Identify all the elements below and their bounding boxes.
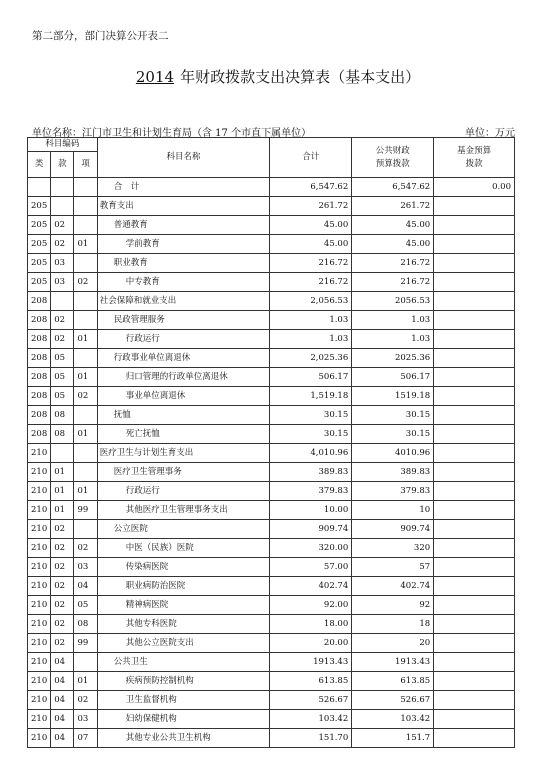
cell-kuan: 02 (51, 596, 74, 615)
cell-fund (434, 520, 515, 539)
cell-kuan: 01 (51, 501, 74, 520)
cell-lei (28, 178, 51, 197)
cell-name: 教育支出 (97, 197, 270, 216)
cell-lei: 208 (28, 349, 51, 368)
cell-fund: 0.00 (434, 178, 515, 197)
cell-total: 20.00 (270, 634, 352, 653)
cell-total: 506.17 (270, 368, 352, 387)
cell-xiang: 01 (74, 330, 97, 349)
cell-fund (434, 463, 515, 482)
cell-xiang: 01 (74, 235, 97, 254)
cell-lei: 208 (28, 368, 51, 387)
cell-public: 526.67 (352, 691, 434, 710)
cell-public: 389.83 (352, 463, 434, 482)
cell-kuan: 04 (51, 653, 74, 672)
cell-public: 613.85 (352, 672, 434, 691)
cell-public: 1913.43 (352, 653, 434, 672)
cell-name: 公立医院 (97, 520, 270, 539)
cell-kuan: 02 (51, 615, 74, 634)
cell-name: 抚恤 (97, 406, 270, 425)
cell-xiang: 07 (74, 729, 97, 748)
cell-fund (434, 596, 515, 615)
cell-public: 1.03 (352, 311, 434, 330)
cell-lei: 205 (28, 254, 51, 273)
cell-lei: 208 (28, 330, 51, 349)
cell-total: 4,010.96 (270, 444, 352, 463)
col-kuan: 款 (51, 152, 74, 178)
cell-kuan: 02 (51, 520, 74, 539)
cell-kuan: 08 (51, 425, 74, 444)
table-row (28, 577, 515, 596)
cell-fund (434, 330, 515, 349)
cell-total: 1,519.18 (270, 387, 352, 406)
table-row (28, 444, 515, 463)
cell-public: 1.03 (352, 330, 434, 349)
cell-fund (434, 273, 515, 292)
cell-kuan: 04 (51, 691, 74, 710)
cell-total: 10.00 (270, 501, 352, 520)
cell-xiang (74, 463, 97, 482)
cell-fund (434, 615, 515, 634)
cell-fund (434, 577, 515, 596)
cell-fund (434, 349, 515, 368)
table-row (28, 501, 515, 520)
cell-lei: 205 (28, 235, 51, 254)
cell-xiang (74, 292, 97, 311)
cell-xiang (74, 520, 97, 539)
col-total: 合计 (270, 138, 352, 178)
cell-public: 45.00 (352, 235, 434, 254)
cell-name: 卫生监督机构 (97, 691, 270, 710)
cell-total: 320.00 (270, 539, 352, 558)
cell-total: 379.83 (270, 482, 352, 501)
cell-name: 学前教育 (97, 235, 270, 254)
cell-fund (434, 425, 515, 444)
table-row (28, 330, 515, 349)
cell-fund (434, 710, 515, 729)
cell-name: 职业教育 (97, 254, 270, 273)
cell-lei: 210 (28, 615, 51, 634)
cell-lei: 210 (28, 672, 51, 691)
cell-kuan: 03 (51, 273, 74, 292)
cell-kuan: 08 (51, 406, 74, 425)
cell-xiang: 99 (74, 634, 97, 653)
table-row (28, 729, 515, 748)
cell-xiang: 01 (74, 672, 97, 691)
cell-total: 151.70 (270, 729, 352, 748)
cell-xiang: 02 (74, 691, 97, 710)
cell-public: 2056.53 (352, 292, 434, 311)
unit-name: 单位名称：江门市卫生和计划生育局（含 17 个市直下属单位） (32, 128, 312, 139)
cell-kuan: 05 (51, 368, 74, 387)
cell-public: 402.74 (352, 577, 434, 596)
cell-lei: 210 (28, 463, 51, 482)
cell-lei: 210 (28, 539, 51, 558)
col-public (352, 138, 434, 178)
cell-kuan: 01 (51, 482, 74, 501)
page-title (0, 66, 550, 87)
cell-total: 1.03 (270, 330, 352, 349)
cell-kuan (51, 178, 74, 197)
table-row (28, 425, 515, 444)
cell-total: 2,056.53 (270, 292, 352, 311)
cell-xiang (74, 216, 97, 235)
cell-public: 1519.18 (352, 387, 434, 406)
cell-xiang: 05 (74, 596, 97, 615)
cell-lei: 210 (28, 577, 51, 596)
cell-xiang (74, 254, 97, 273)
cell-xiang: 02 (74, 539, 97, 558)
col-fund-label: 基金预算 拨款 (457, 145, 492, 169)
cell-name: 医疗卫生与计划生育支出 (97, 444, 270, 463)
table-row (28, 178, 515, 197)
cell-name: 死亡抚恤 (97, 425, 270, 444)
cell-public: 261.72 (352, 197, 434, 216)
cell-total: 389.83 (270, 463, 352, 482)
cell-lei: 205 (28, 216, 51, 235)
table-row (28, 596, 515, 615)
cell-fund (434, 558, 515, 577)
cell-fund (434, 691, 515, 710)
cell-lei: 208 (28, 387, 51, 406)
cell-public: 10 (352, 501, 434, 520)
cell-lei: 208 (28, 311, 51, 330)
col-code-group: 科目编码 (28, 138, 98, 152)
cell-kuan: 02 (51, 539, 74, 558)
cell-kuan: 05 (51, 387, 74, 406)
cell-name: 合 计 (97, 178, 270, 197)
cell-total: 216.72 (270, 254, 352, 273)
title-text: 年财政拨款支出决算表（基本支出） (180, 68, 421, 86)
cell-lei: 208 (28, 406, 51, 425)
title-year: 2014 (135, 68, 175, 86)
cell-kuan: 02 (51, 216, 74, 235)
cell-public: 30.15 (352, 406, 434, 425)
cell-lei: 205 (28, 273, 51, 292)
cell-public: 6,547.62 (352, 178, 434, 197)
cell-total: 103.42 (270, 710, 352, 729)
cell-name: 普通教育 (97, 216, 270, 235)
table-row (28, 292, 515, 311)
cell-kuan (51, 444, 74, 463)
cell-fund (434, 539, 515, 558)
cell-lei: 210 (28, 482, 51, 501)
cell-total: 909.74 (270, 520, 352, 539)
cell-lei: 208 (28, 292, 51, 311)
table-row (28, 235, 515, 254)
cell-kuan: 04 (51, 672, 74, 691)
cell-lei: 210 (28, 520, 51, 539)
cell-fund (434, 197, 515, 216)
cell-fund (434, 482, 515, 501)
cell-total: 261.72 (270, 197, 352, 216)
cell-kuan: 04 (51, 710, 74, 729)
cell-kuan: 02 (51, 311, 74, 330)
table-row (28, 615, 515, 634)
cell-fund (434, 444, 515, 463)
cell-name: 其他专业公共卫生机构 (97, 729, 270, 748)
cell-name: 其他公立医院支出 (97, 634, 270, 653)
cell-name: 事业单位离退休 (97, 387, 270, 406)
cell-public: 92 (352, 596, 434, 615)
cell-kuan: 02 (51, 330, 74, 349)
table-row (28, 710, 515, 729)
cell-xiang: 04 (74, 577, 97, 596)
cell-name: 其他医疗卫生管理事务支出 (97, 501, 270, 520)
cell-name: 医疗卫生管理事务 (97, 463, 270, 482)
cell-public: 2025.36 (352, 349, 434, 368)
cell-name: 行政运行 (97, 482, 270, 501)
cell-name: 中专教育 (97, 273, 270, 292)
cell-kuan: 04 (51, 729, 74, 748)
cell-public: 216.72 (352, 273, 434, 292)
cell-lei: 210 (28, 691, 51, 710)
cell-xiang: 08 (74, 615, 97, 634)
cell-xiang: 03 (74, 558, 97, 577)
cell-total: 30.15 (270, 425, 352, 444)
cell-public: 151.7 (352, 729, 434, 748)
cell-total: 216.72 (270, 273, 352, 292)
cell-kuan: 02 (51, 634, 74, 653)
cell-public: 506.17 (352, 368, 434, 387)
table-row (28, 482, 515, 501)
cell-total: 402.74 (270, 577, 352, 596)
cell-fund (434, 216, 515, 235)
cell-xiang (74, 444, 97, 463)
cell-name: 民政管理服务 (97, 311, 270, 330)
cell-lei: 210 (28, 501, 51, 520)
table-row (28, 349, 515, 368)
cell-total: 2,025.36 (270, 349, 352, 368)
cell-kuan: 02 (51, 577, 74, 596)
cell-name: 社会保障和就业支出 (97, 292, 270, 311)
cell-public: 45.00 (352, 216, 434, 235)
cell-xiang (74, 178, 97, 197)
cell-xiang (74, 653, 97, 672)
col-fund (434, 138, 515, 178)
cell-total: 30.15 (270, 406, 352, 425)
cell-public: 57 (352, 558, 434, 577)
cell-fund (434, 292, 515, 311)
cell-fund (434, 311, 515, 330)
cell-name: 公共卫生 (97, 653, 270, 672)
cell-public: 18 (352, 615, 434, 634)
cell-lei: 210 (28, 653, 51, 672)
cell-total: 1.03 (270, 311, 352, 330)
cell-lei: 208 (28, 425, 51, 444)
table-row (28, 463, 515, 482)
cell-name: 传染病医院 (97, 558, 270, 577)
cell-total: 613.85 (270, 672, 352, 691)
cell-lei: 210 (28, 729, 51, 748)
cell-xiang: 01 (74, 425, 97, 444)
cell-name: 中医（民族）医院 (97, 539, 270, 558)
table-row (28, 273, 515, 292)
table-row (28, 197, 515, 216)
cell-xiang: 01 (74, 482, 97, 501)
cell-name: 职业病防治医院 (97, 577, 270, 596)
table-row (28, 254, 515, 273)
cell-fund (434, 254, 515, 273)
table-row (28, 653, 515, 672)
cell-lei: 210 (28, 558, 51, 577)
cell-total: 92.00 (270, 596, 352, 615)
cell-fund (434, 653, 515, 672)
cell-total: 18.00 (270, 615, 352, 634)
table-row (28, 634, 515, 653)
cell-name: 疾病预防控制机构 (97, 672, 270, 691)
cell-public: 216.72 (352, 254, 434, 273)
cell-fund (434, 634, 515, 653)
cell-lei: 210 (28, 710, 51, 729)
cell-kuan (51, 197, 74, 216)
cell-public: 103.42 (352, 710, 434, 729)
cell-fund (434, 387, 515, 406)
cell-lei: 210 (28, 596, 51, 615)
cell-public: 909.74 (352, 520, 434, 539)
table-row (28, 368, 515, 387)
cell-fund (434, 501, 515, 520)
cell-xiang (74, 349, 97, 368)
col-name: 科目名称 (97, 138, 270, 178)
cell-total: 45.00 (270, 235, 352, 254)
cell-lei: 210 (28, 634, 51, 653)
cell-name: 行政事业单位离退休 (97, 349, 270, 368)
cell-lei: 210 (28, 444, 51, 463)
cell-xiang: 03 (74, 710, 97, 729)
cell-fund (434, 729, 515, 748)
table-row (28, 520, 515, 539)
cell-xiang (74, 406, 97, 425)
table-body (28, 178, 515, 748)
cell-xiang: 02 (74, 273, 97, 292)
table-row (28, 672, 515, 691)
cell-public: 30.15 (352, 425, 434, 444)
cell-total: 526.67 (270, 691, 352, 710)
table-row (28, 406, 515, 425)
cell-name: 其他专科医院 (97, 615, 270, 634)
col-lei: 类 (28, 152, 51, 178)
table-row (28, 558, 515, 577)
cell-public: 4010.96 (352, 444, 434, 463)
cell-fund (434, 235, 515, 254)
cell-xiang: 02 (74, 387, 97, 406)
cell-fund (434, 368, 515, 387)
cell-total: 1913.43 (270, 653, 352, 672)
cell-public: 320 (352, 539, 434, 558)
cell-kuan: 05 (51, 349, 74, 368)
cell-lei: 205 (28, 197, 51, 216)
cell-public: 379.83 (352, 482, 434, 501)
table-row (28, 539, 515, 558)
cell-fund (434, 672, 515, 691)
unit-measure: 单位：万元 (465, 128, 515, 139)
cell-fund (434, 406, 515, 425)
cell-xiang (74, 311, 97, 330)
cell-kuan: 03 (51, 254, 74, 273)
cell-public: 20 (352, 634, 434, 653)
col-xiang: 项 (74, 152, 97, 178)
cell-xiang (74, 197, 97, 216)
cell-name: 精神病医院 (97, 596, 270, 615)
cell-name: 行政运行 (97, 330, 270, 349)
cell-total: 6,547.62 (270, 178, 352, 197)
table-row (28, 691, 515, 710)
budget-table (27, 137, 515, 748)
cell-name: 归口管理的行政单位离退休 (97, 368, 270, 387)
cell-kuan: 02 (51, 558, 74, 577)
table-row (28, 311, 515, 330)
cell-total: 57.00 (270, 558, 352, 577)
table-row (28, 387, 515, 406)
header-note: 第二部分，部门决算公开表二 (32, 30, 169, 42)
cell-name: 妇幼保健机构 (97, 710, 270, 729)
cell-kuan (51, 292, 74, 311)
table-row (28, 216, 515, 235)
cell-kuan: 02 (51, 235, 74, 254)
col-public-label: 公共财政 预算拨款 (375, 145, 410, 169)
cell-xiang: 01 (74, 368, 97, 387)
table-header (28, 138, 515, 178)
cell-kuan: 01 (51, 463, 74, 482)
cell-xiang: 99 (74, 501, 97, 520)
cell-total: 45.00 (270, 216, 352, 235)
